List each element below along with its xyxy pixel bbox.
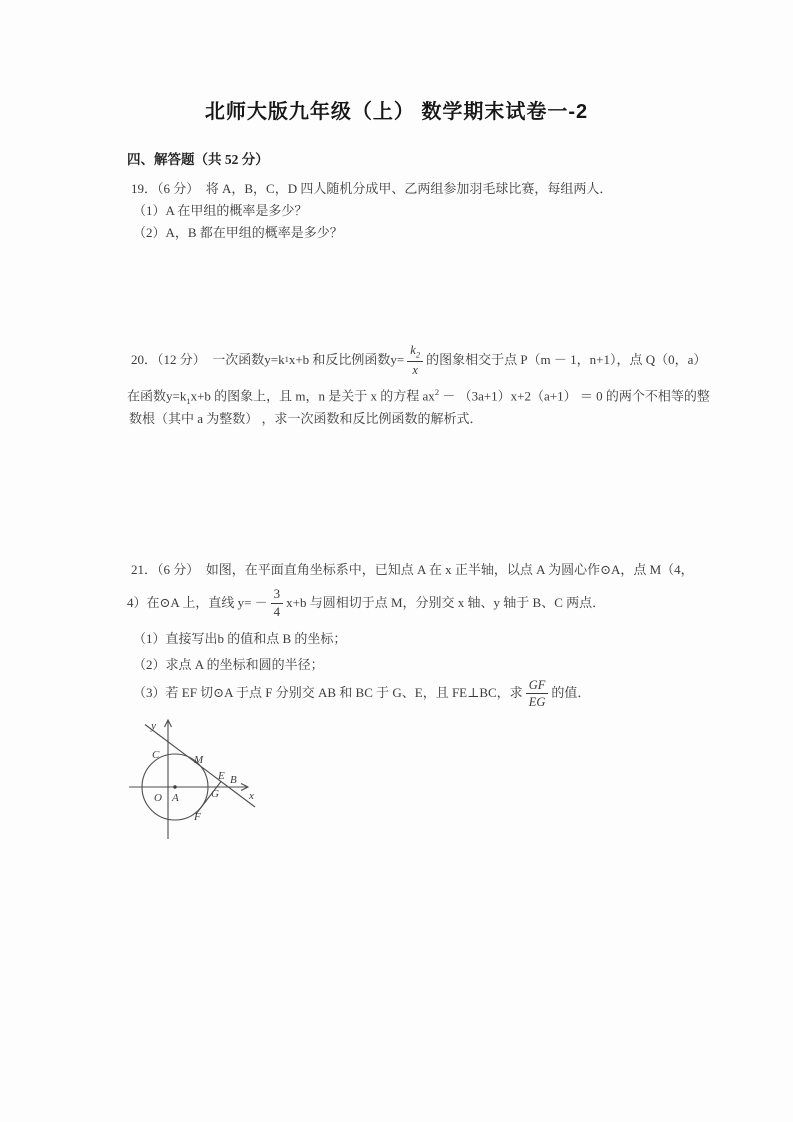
question-20-stem-line-1 <box>131 343 706 377</box>
q20-text-seg1: 20．（12 分） 一次函数y=k <box>131 351 285 367</box>
q20-line2-superscript: 2 <box>434 387 440 397</box>
question-19-stem: 19．（6 分） 将 A，B，C，D 四人随机分成甲、乙两组参加羽毛球比赛，每组两人． <box>131 181 613 196</box>
q21-part3-seg1: （3）若 EF 切⊙A 于点 F 分别交 AB 和 BC 于 G、E，且 FE⊥BC，求 <box>133 684 523 700</box>
fraction-3-over-4 <box>271 587 284 619</box>
question-20-stem-line-2 <box>127 387 710 407</box>
question-20-stem-line-3: 数根（其中 a 为整数） ，求一次函数和反比例函数的解析式． <box>129 411 483 426</box>
question-21-part-2: （2）求点 A 的坐标和圆的半径； <box>133 657 324 672</box>
fraction-denominator: EG <box>528 694 546 709</box>
q20-text-seg3: 的图象相交于点 P（m － 1，n+1），点 Q（0，a） <box>426 351 707 367</box>
q21-part3-seg2: 的值． <box>551 684 591 700</box>
question-21-figure <box>125 713 290 858</box>
fraction-k2-over-x <box>407 343 423 377</box>
question-21-part-1: （1）直接写出b 的值和点 B 的坐标； <box>133 631 347 646</box>
question-19-part-1: （1）A 在甲组的概率是多少？ <box>133 203 308 218</box>
q20-line2-subscript: 1 <box>186 395 191 406</box>
fraction-numerator: 3 <box>271 587 284 604</box>
fraction-GF-over-EG <box>526 678 549 709</box>
question-21-stem-line-2 <box>127 585 605 621</box>
fraction-numerator <box>407 343 423 362</box>
fraction-denominator: 4 <box>273 603 281 619</box>
fraction-k-subscript: 2 <box>415 349 421 360</box>
q20-subscript-1: 1 <box>284 354 289 365</box>
label-y: y <box>151 720 156 732</box>
label-g: G <box>211 788 219 800</box>
fraction-denominator: x <box>412 363 418 378</box>
label-c: C <box>152 749 160 761</box>
label-a: A <box>172 792 179 804</box>
label-m: M <box>194 754 204 766</box>
section-header: 四、解答题（共 52 分） <box>127 152 269 167</box>
center-point-dot <box>173 785 176 788</box>
q20-line2-seg1: 在函数y=k <box>127 388 187 404</box>
question-21-stem-line-1: 21．（6 分） 如图，在平面直角坐标系中，已知点 A 在 x 正半轴，以点 A 为圆心作⊙A，点 M（4， <box>131 562 694 577</box>
q20-line2-seg2: x+b 的图象上，且 m，n 是关于 x 的方程 ax <box>190 388 435 404</box>
q21-line2-seg2: x+b 与圆相切于点 M，分别交 x 轴、y 轴于 B、C 两点． <box>286 594 606 610</box>
label-e: E <box>218 770 225 782</box>
fraction-k: k <box>410 343 416 357</box>
fraction-numerator: GF <box>526 678 549 694</box>
q21-line2-seg1: 4）在⊙A 上，直线 y= － <box>127 594 268 610</box>
q20-line2-seg3: － （3a+1）x+2（a+1） ＝ 0 的两个不相等的整 <box>439 388 710 404</box>
q20-text-seg2: x+b 和反比例函数y= <box>288 351 405 367</box>
label-f: F <box>194 811 201 823</box>
label-b: B <box>230 774 237 786</box>
question-21-part-3 <box>133 677 590 709</box>
page-title: 北师大版九年级（上） 数学期末试卷一-2 <box>204 101 589 123</box>
question-19-part-2: （2）A，B 都在甲组的概率是多少？ <box>133 225 343 240</box>
label-x: x <box>249 790 254 802</box>
label-o: O <box>154 792 162 804</box>
coordinate-geometry-diagram <box>125 713 290 853</box>
